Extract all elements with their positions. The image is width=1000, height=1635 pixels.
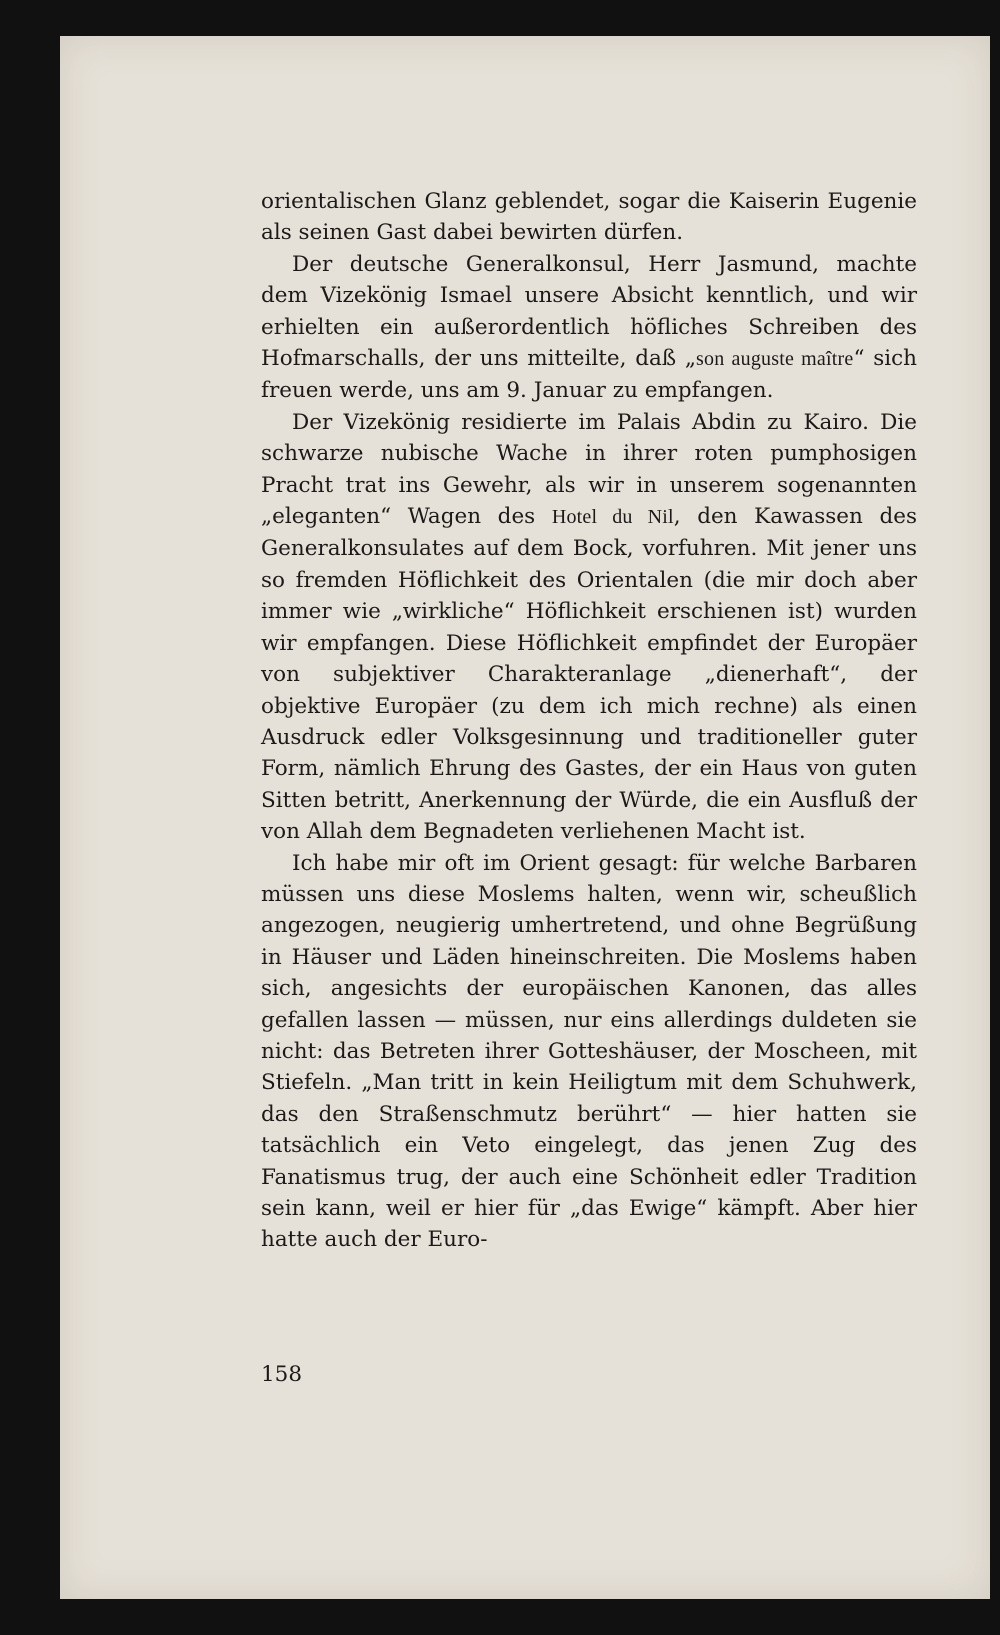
paragraph-3 [261, 407, 917, 848]
paragraph-3-text-a: Der Vizekönig residierte im Palais Abdin zu Kairo. Die schwarze nubische Wache in ihrer roten pumphosigen Pracht trat ins Gewehr, als wir in unserem sogenannten „eleganten“ Wagen des [261, 409, 917, 530]
paragraph-3-text-b: , den Kawassen des Generalkonsulates auf dem Bock, vorfuhren. Mit jener uns so fremden Höflichkeit des Orientalen (die mir doch aber immer wie „wirkliche“ Höflichkeit erschienen ist) wurden wir empfangen. Diese Höflichkeit empfindet der Europäer von subjektiver Charakteranlage „dienerhaft“, der objektive Europäer (zu dem ich mich rechne) als einen Ausdruck edler Volksgesinnung und traditioneller guter Form, nämlich Ehrung des Gastes, der ein Haus von guten Sitten betritt, Anerkennung der Würde, die ein Ausfluß der von Allah dem Begnadeten verliehenen Macht ist. [261, 504, 917, 845]
paragraph-2-text-b: “ sich freuen werde, uns am 9. Januar zu empfangen. [261, 346, 917, 404]
paragraph-4 [261, 848, 917, 1256]
paragraph-4-text: Ich habe mir oft im Orient gesagt: für welche Barbaren müssen uns diese Moslems halten, wenn wir, scheußlich angezogen, neugierig umhertretend, und ohne Begrüßung in Häuser und Läden hineinschreiten. Die Moslems haben sich, angesichts der europäischen Kanonen, das alles gefallen lassen — müssen, nur eins allerdings duldeten sie nicht: das Betreten ihrer Gotteshäuser, der Moscheen, mit Stiefeln. „Man tritt in kein Heiligtum mit dem Schuhwerk, das den Straßenschmutz berührt“ — hier hatten sie tatsächlich ein Veto eingelegt, das jenen Zug des Fanatismus trug, der auch eine Schönheit edler Tradition sein kann, weil er hier für „das Ewige“ kämpft. Aber hier hatte auch der Euro- [261, 850, 917, 1253]
page-number: 158 [261, 1362, 303, 1387]
paragraph-2-text-a: Der deutsche Generalkonsul, Herr Jasmund, machte dem Vizekönig Ismael unsere Absicht kenntlich, und wir erhielten ein außerordentlich höfliches Schreiben des Hofmarschalls, der uns mitteilte, daß „ [261, 251, 917, 372]
body-text [261, 186, 917, 1256]
paragraph-1-text: orientalischen Glanz geblendet, sogar die Kaiserin Eugenie als seinen Gast dabei bewirten dürfen. [261, 189, 917, 246]
hotel-name: Hotel du Nil [551, 506, 674, 529]
french-quote: son auguste maître [696, 348, 854, 371]
paragraph-2 [261, 249, 917, 407]
book-page [60, 36, 990, 1599]
paragraph-1 [261, 186, 917, 249]
